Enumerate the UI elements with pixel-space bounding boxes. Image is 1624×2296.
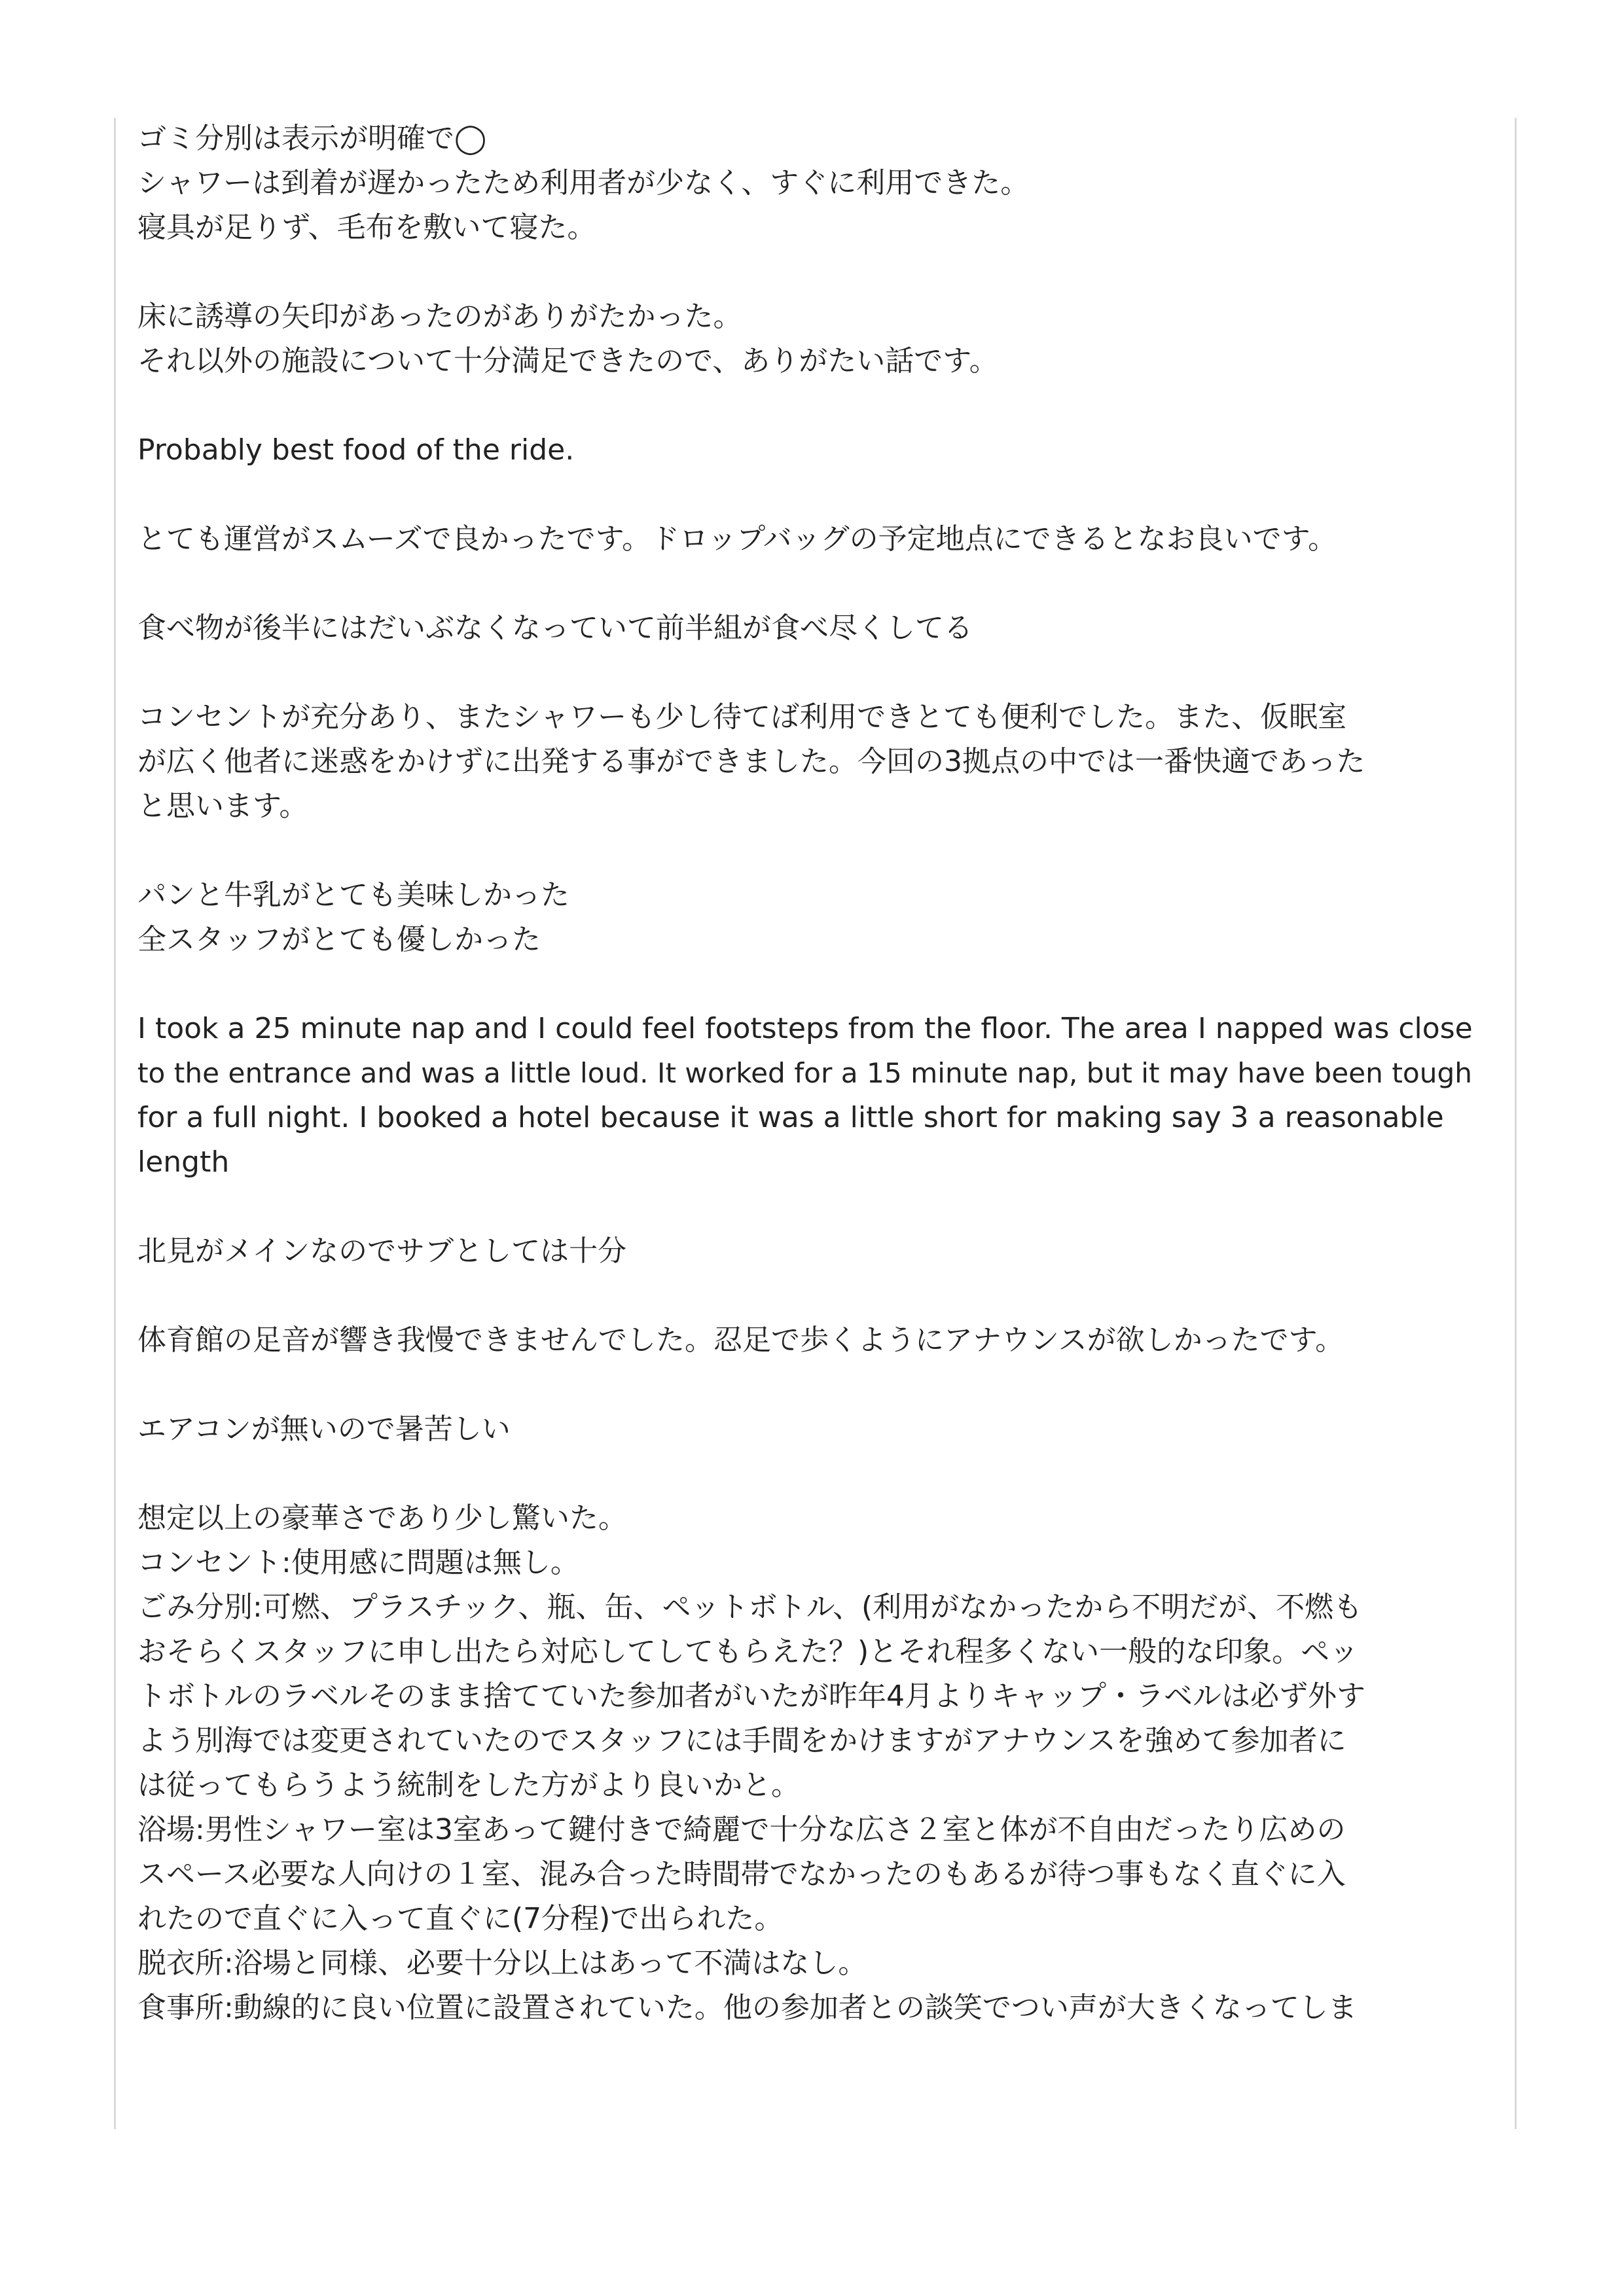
response-line: length [137,1145,230,1179]
response-10 [137,1318,1486,1363]
response-line: 全スタッフがとても優しかった [137,923,541,956]
response-line: と思います。 [137,789,308,823]
response-line: 床に誘導の矢印があったのがありがたかった。 [137,300,742,333]
response-line: 食べ物が後半にはだいぶなくなっていて前半組が食べ尽くしてる [137,611,973,645]
response-5 [137,606,1486,651]
response-line: for a full night. I booked a hotel because it was a little short for making say 3 a reasonable [137,1101,1444,1134]
response-line: 浴場:男性シャワー室は3室あって鍵付きで綺麗で十分な広さ２室と体が不自由だったり広めの [137,1813,1346,1846]
response-1 [137,117,1486,250]
response-line: 寝具が足りず、毛布を敷いて寝た。 [137,211,596,244]
response-line: to the entrance and was a little loud. It worked for a 15 minute nap, but it may have been tough [137,1057,1473,1089]
response-9 [137,1229,1486,1274]
response-line: とても運営がスムーズで良かったです。ドロップバッグの予定地点にできるとなお良いです。 [137,522,1337,556]
response-11 [137,1407,1486,1452]
response-line: れたので直ぐに入って直ぐに(7分程)で出られた。 [137,1902,784,1935]
response-line: 脱衣所:浴場と同様、必要十分以上はあって不満はなし。 [137,1946,867,1980]
response-line: I took a 25 minute nap and I could feel footsteps from the floor. The area I napped was close [137,1012,1473,1045]
response-line: 想定以上の豪華さであり少し驚いた。 [137,1501,627,1535]
response-line: コンセント:使用感に問題は無し。 [137,1546,579,1579]
response-3 [137,428,1486,473]
response-line: 体育館の足音が響き我慢できませんでした。忍足で歩くようにアナウンスが欲しかったです。 [137,1323,1344,1357]
response-4 [137,517,1486,562]
response-line: パンと牛乳がとても美味しかった [137,878,569,912]
response-line: エアコンが無いので暑苦しい [137,1412,511,1446]
response-line: Probably best food of the ride. [137,433,575,467]
response-line: ごみ分別:可燃、プラスチック、瓶、缶、ペットボトル、(利用がなかったから不明だが、不燃も [137,1590,1363,1624]
response-line: が広く他者に迷惑をかけずに出発する事ができました。今回の3拠点の中では一番快適であった [137,745,1365,778]
response-7 [137,873,1486,962]
response-line: ゴミ分別は表示が明確で◯ [137,122,487,155]
response-6 [137,695,1486,829]
response-12 [137,1496,1486,2030]
response-line: 北見がメインなのでサブとしては十分 [137,1234,627,1268]
response-line: スペース必要な人向けの１室、混み合った時間帯でなかったのもあるが待つ事もなく直ぐに入 [137,1857,1346,1891]
response-line: は従ってもらうよう統制をした方がより良いかと。 [137,1768,800,1802]
response-line: おそらくスタッフに申し出たら対応してしてもらえた？)とそれ程多くない一般的な印象。ペッ [137,1635,1359,1668]
response-line: よう別海では変更されていたのでスタッフには手間をかけますがアナウンスを強めて参加者に [137,1724,1346,1757]
response-line: それ以外の施設について十分満足できたので、ありがたい話です。 [137,344,998,378]
response-2 [137,295,1486,384]
response-8 [137,1007,1486,1185]
response-line: 食事所:動線的に良い位置に設置されていた。他の参加者との談笑でつい声が大きくなってしま [137,1991,1357,2024]
response-line: コンセントが充分あり、またシャワーも少し待てば利用できとても便利でした。また、仮眠室 [137,700,1347,734]
survey-responses [137,117,1486,2075]
response-line: シャワーは到着が遅かったため利用者が少なく、すぐに利用できた。 [137,166,1030,200]
response-line: トボトルのラベルそのまま捨てていた参加者がいたが昨年4月よりキャップ・ラベルは必ず外す [137,1679,1365,1713]
